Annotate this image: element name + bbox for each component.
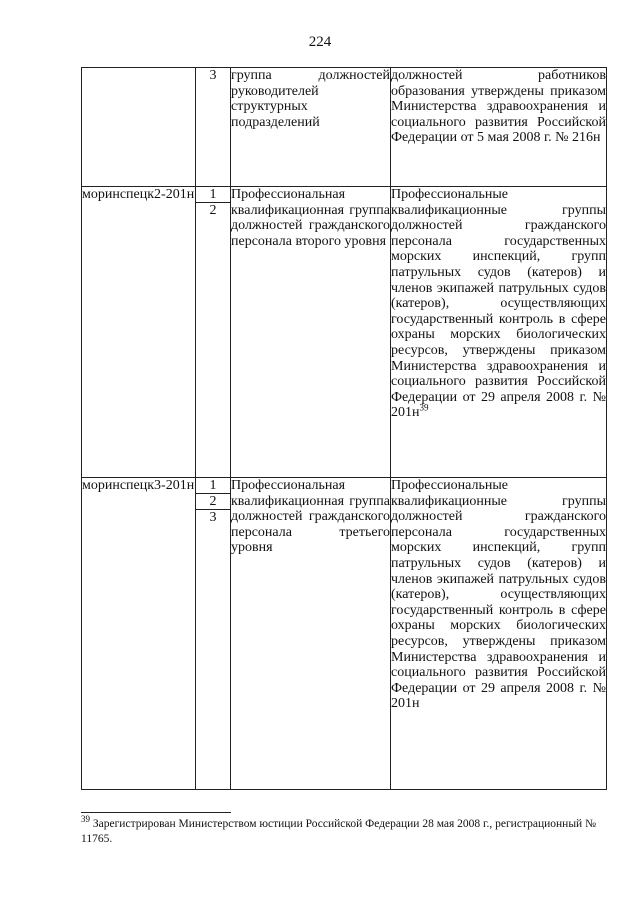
legal-basis-text: Профессиональные квалификационные группы должностей гражданского персонала государственных морских инспекций, групп патрульных судов (катеров) и членов экипажей патрульных судов (катеров), осуществляющих государственный контроль в сфере охраны морских биологических ресурсов, утверждены приказом Министерства здравоохранения и социального развития Российской Федерации от 29 апреля 2008 г. № 201н bbox=[391, 478, 606, 712]
table-row bbox=[82, 478, 607, 790]
group-name-cell: группа должностей руководителей структурных подразделений bbox=[231, 68, 391, 187]
qualification-level: 2 bbox=[209, 203, 217, 218]
table-row bbox=[82, 187, 607, 478]
qualification-levels-cell bbox=[196, 478, 231, 790]
legal-basis-cell bbox=[391, 187, 607, 478]
footnote-text: Зарегистрирован Министерством юстиции Российской Федерации 28 мая 2008 г., регистрационный № 11765. bbox=[81, 818, 597, 845]
legal-basis-cell bbox=[391, 478, 607, 790]
qualification-level: 1 bbox=[196, 478, 230, 494]
qualification-groups-table bbox=[81, 67, 607, 790]
qualification-level: 1 bbox=[196, 187, 230, 203]
qualification-level: 3 bbox=[209, 510, 217, 525]
group-name-cell: Профессиональная квалификационная группа должностей гражданского персонала третьего уровня bbox=[231, 478, 391, 790]
page-number: 224 bbox=[308, 34, 332, 50]
legal-basis-cell bbox=[391, 68, 607, 187]
table-row bbox=[82, 68, 607, 187]
group-code-cell bbox=[82, 68, 196, 187]
group-code-cell: моринспецк2-201н bbox=[82, 187, 196, 478]
footnote-marker: 39 bbox=[81, 814, 90, 825]
group-name-cell: Профессиональная квалификационная группа должностей гражданского персонала второго уровня bbox=[231, 187, 391, 478]
footnote-reference[interactable]: 39 bbox=[419, 402, 429, 413]
footnote bbox=[81, 814, 606, 847]
qualification-level: 2 bbox=[196, 494, 230, 510]
footnote-divider bbox=[81, 812, 231, 813]
group-code-cell: моринспецк3-201н bbox=[82, 478, 196, 790]
legal-basis-text: Профессиональные квалификационные группы должностей гражданского персонала государственных морских инспекций, групп патрульных судов (катеров) и членов экипажей патрульных судов (катеров), осуществляющих государственный контроль в сфере охраны морских биологических ресурсов, утверждены приказом Министерства здравоохранения и социального развития Российской Федерации от 29 апреля 2008 г. № 201н bbox=[391, 187, 606, 421]
legal-basis-text: должностей работников образования утверждены приказом Министерства здравоохранения и социального развития Российской Федерации от 5 мая 2008 г. № 216н bbox=[391, 68, 606, 146]
qualification-level: 3 bbox=[209, 68, 217, 83]
qualification-levels-cell bbox=[196, 187, 231, 478]
qualification-levels-cell bbox=[196, 68, 231, 187]
